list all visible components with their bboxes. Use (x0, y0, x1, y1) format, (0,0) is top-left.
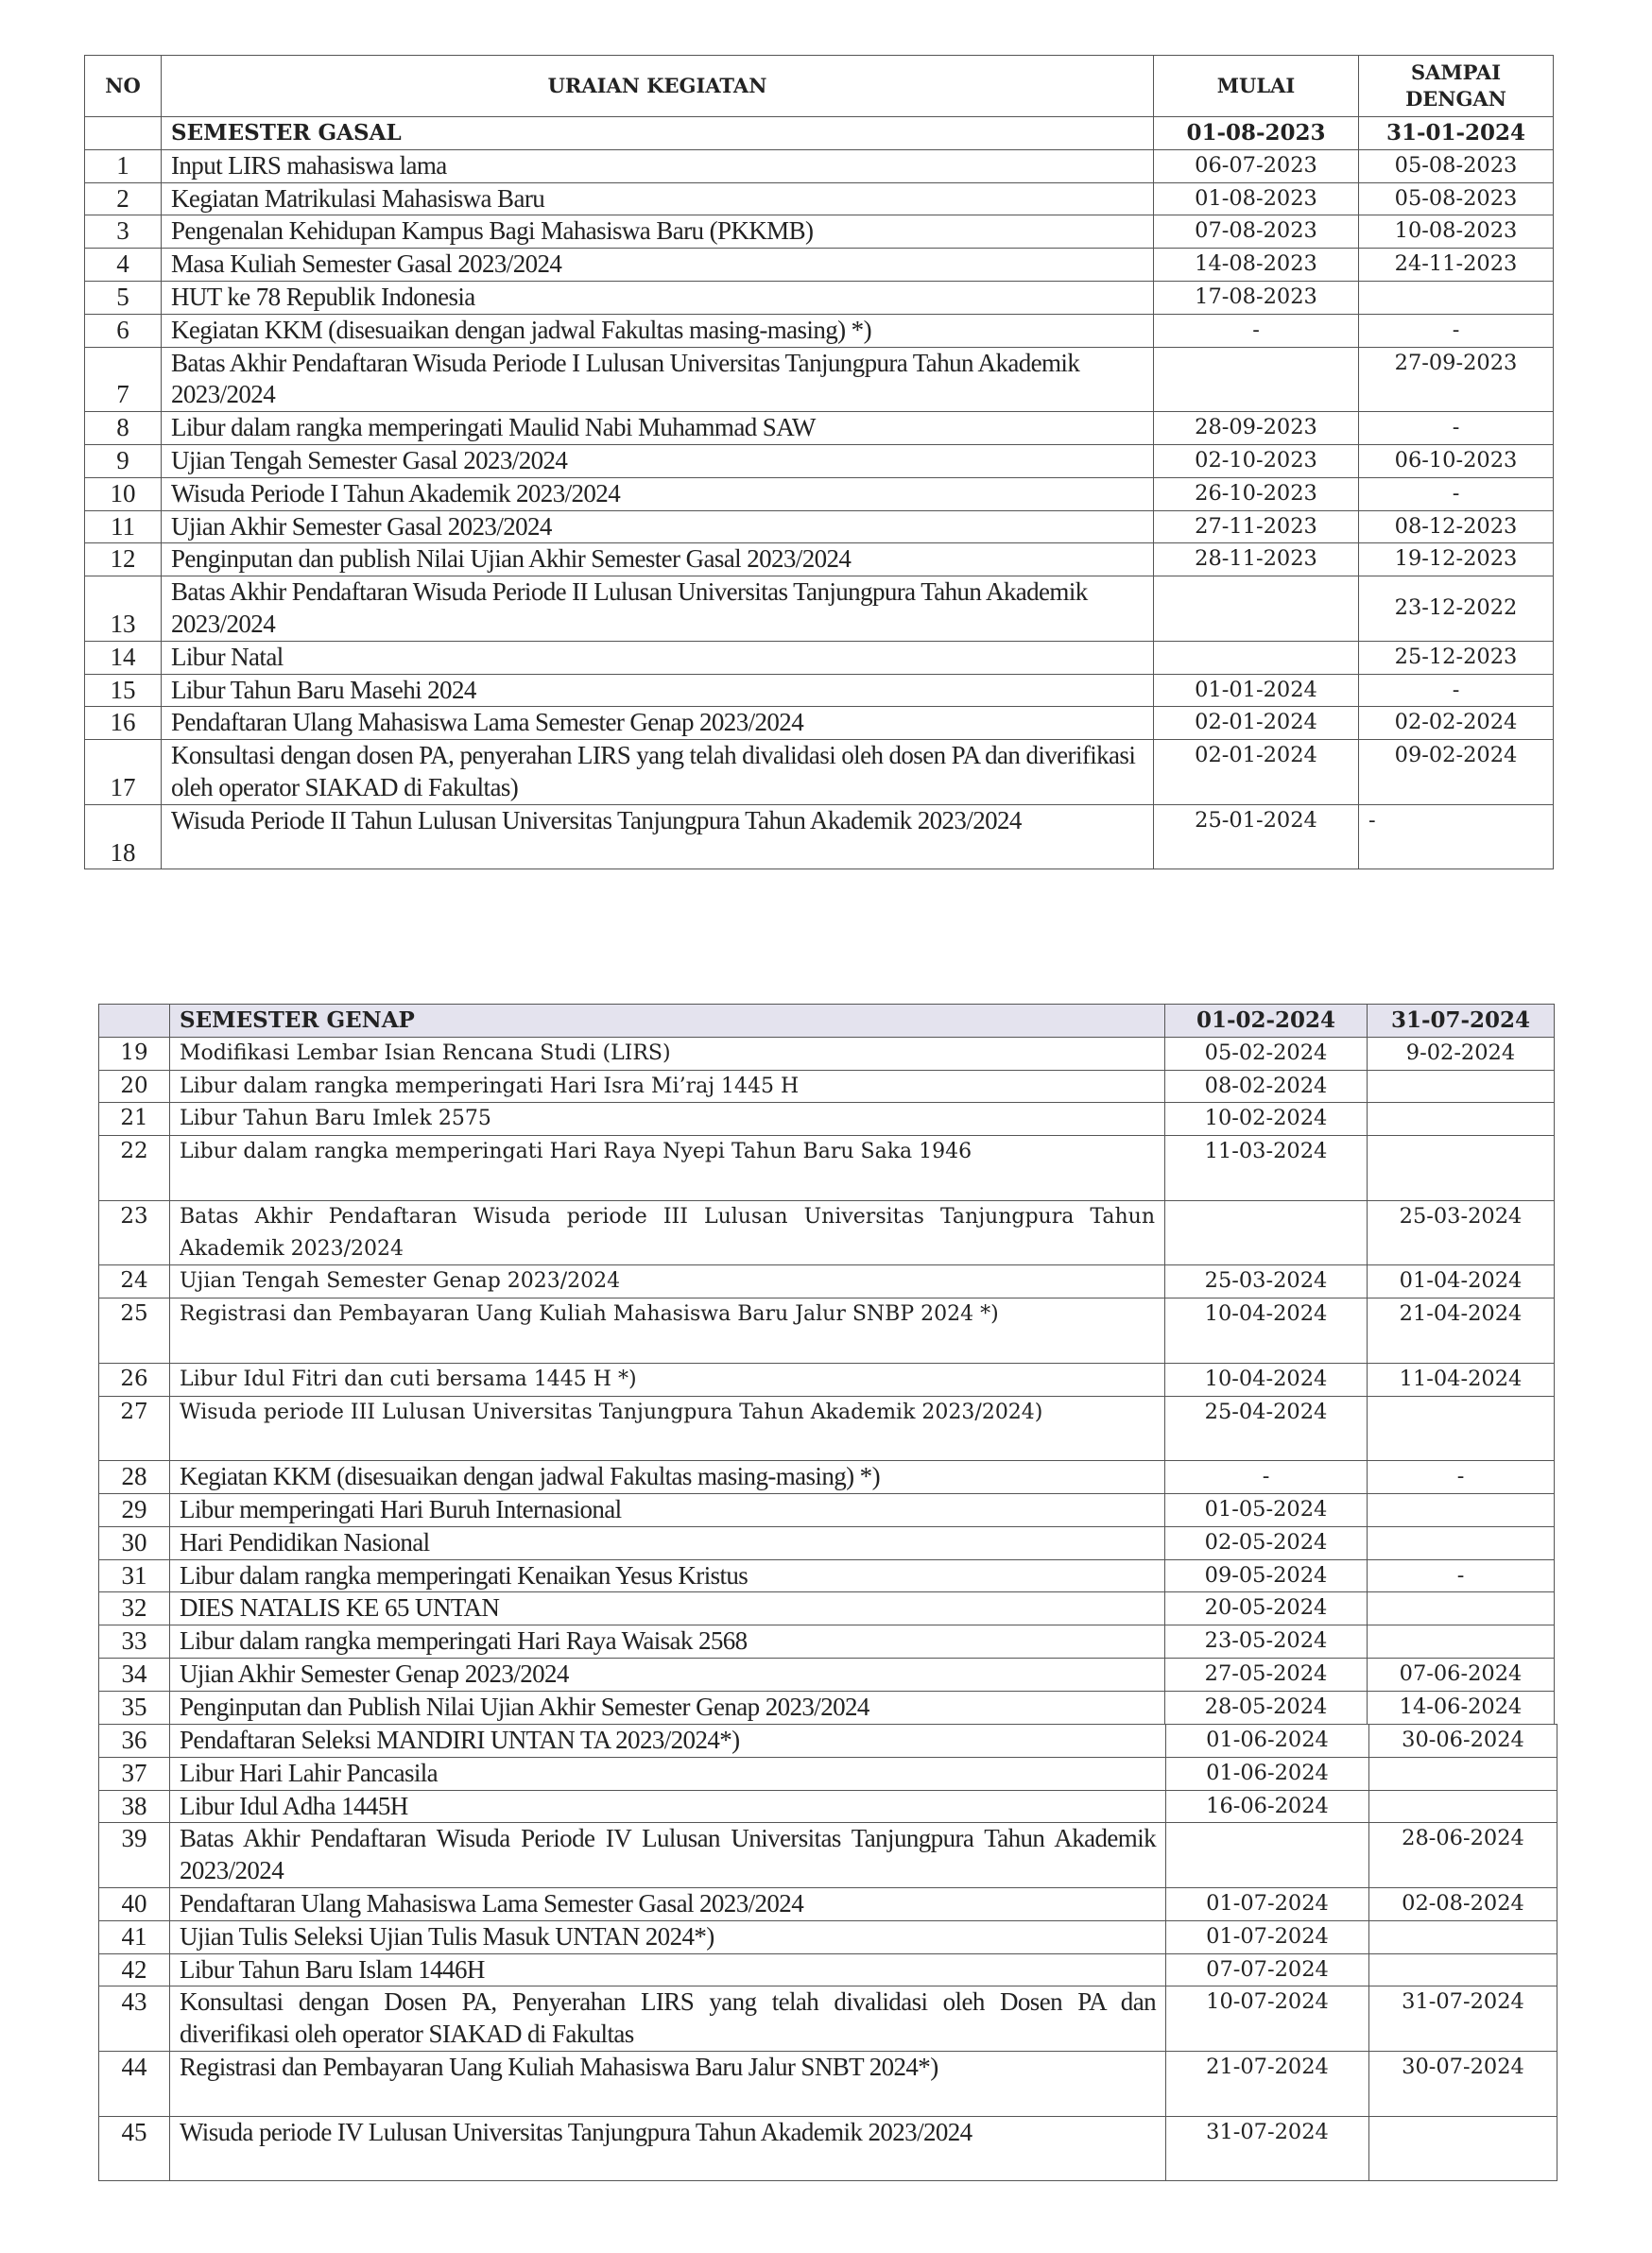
start-date: 17-08-2023 (1154, 281, 1359, 314)
table-row (99, 1493, 1555, 1526)
table-row (85, 149, 1554, 182)
table-row (85, 249, 1554, 282)
semester-gasal-row (85, 117, 1554, 150)
activity-description: Libur Idul Adha 1445H (170, 1790, 1166, 1823)
end-date: 19-12-2023 (1359, 543, 1554, 576)
table-row (99, 1887, 1557, 1920)
activity-description: Modifikasi Lembar Isian Rencana Studi (LIRS) (170, 1037, 1165, 1070)
end-date: 05-08-2023 (1359, 182, 1554, 215)
activity-description: Ujian Akhir Semester Gasal 2023/2024 (162, 510, 1154, 543)
end-date: - (1359, 477, 1554, 510)
start-date: 01-05-2024 (1165, 1493, 1368, 1526)
row-number: 22 (99, 1136, 170, 1201)
end-date: 02-08-2024 (1369, 1887, 1557, 1920)
end-date: 30-07-2024 (1369, 2051, 1557, 2116)
activity-description: Wisuda Periode II Tahun Lulusan Universitas Tanjungpura Tahun Akademik 2023/2024 (162, 804, 1154, 869)
end-date: 31-07-2024 (1369, 1986, 1557, 2052)
start-date: 28-11-2023 (1154, 543, 1359, 576)
activity-description: DIES NATALIS KE 65 UNTAN (170, 1592, 1165, 1625)
table-row (99, 1691, 1555, 1724)
activity-description: Wisuda periode III Lulusan Universitas Tanjungpura Tahun Akademik 2023/2024) (170, 1396, 1165, 1461)
row-number: 26 (99, 1363, 170, 1396)
row-number: 5 (85, 281, 162, 314)
table-row (85, 444, 1554, 477)
row-number: 20 (99, 1070, 170, 1103)
row-number: 21 (99, 1103, 170, 1136)
activity-description: Libur Idul Fitri dan cuti bersama 1445 H *) (170, 1363, 1165, 1396)
activity-description: Libur Natal (162, 641, 1154, 674)
table-row (85, 543, 1554, 576)
table-row (99, 1625, 1555, 1659)
table-row (99, 2051, 1557, 2116)
start-date (1166, 1823, 1369, 1888)
semester-genap-table (98, 1004, 1555, 1725)
table-row (85, 215, 1554, 249)
row-number: 8 (85, 412, 162, 445)
table-row (99, 1070, 1555, 1103)
start-date (1154, 576, 1359, 642)
end-date: 02-02-2024 (1359, 707, 1554, 740)
header-mulai: MULAI (1154, 56, 1359, 117)
table-row (99, 1396, 1555, 1461)
table-row (99, 1363, 1555, 1396)
end-date: 30-06-2024 (1369, 1725, 1557, 1758)
activity-description: Libur Hari Lahir Pancasila (170, 1757, 1166, 1790)
row-number: 1 (85, 149, 162, 182)
activity-description: Batas Akhir Pendaftaran Wisuda periode III Lulusan Universitas Tanjungpura Tahun Akademik 2023/2024 (170, 1200, 1165, 1265)
header-uraian: URAIAN KEGIATAN (162, 56, 1154, 117)
end-date: 01-04-2024 (1368, 1265, 1555, 1298)
activity-description: Pendaftaran Ulang Mahasiswa Lama Semester Gasal 2023/2024 (170, 1887, 1166, 1920)
start-date: 27-11-2023 (1154, 510, 1359, 543)
start-date: 23-05-2024 (1165, 1625, 1368, 1659)
semester-genap-continued-rows (99, 1725, 1557, 2181)
table-row (99, 1790, 1557, 1823)
table-row (99, 1265, 1555, 1298)
start-date: 09-05-2024 (1165, 1559, 1368, 1592)
activity-description: Pendaftaran Ulang Mahasiswa Lama Semester Genap 2023/2024 (162, 707, 1154, 740)
start-date (1154, 347, 1359, 412)
semester-no-cell (85, 117, 162, 150)
activity-description: Kegiatan Matrikulasi Mahasiswa Baru (162, 182, 1154, 215)
semester-genap-continued-table (98, 1724, 1557, 2181)
semester-no-cell (99, 1005, 170, 1038)
header-sampai (1359, 56, 1554, 117)
start-date: 01-07-2024 (1166, 1887, 1369, 1920)
start-date: 01-07-2024 (1166, 1920, 1369, 1953)
end-date (1368, 1493, 1555, 1526)
activity-description: Libur dalam rangka memperingati Hari Raya Waisak 2568 (170, 1625, 1165, 1659)
activity-description: Libur dalam rangka memperingati Kenaikan Yesus Kristus (170, 1559, 1165, 1592)
activity-description: Ujian Tengah Semester Genap 2023/2024 (170, 1265, 1165, 1298)
start-date: 25-03-2024 (1165, 1265, 1368, 1298)
row-number: 7 (85, 347, 162, 412)
end-date: - (1359, 412, 1554, 445)
start-date: 10-02-2024 (1165, 1103, 1368, 1136)
end-date: 06-10-2023 (1359, 444, 1554, 477)
table-row (85, 674, 1554, 707)
end-date: - (1368, 1559, 1555, 1592)
activity-description: Batas Akhir Pendaftaran Wisuda Periode IV Lulusan Universitas Tanjungpura Tahun Akademik 2023/2024 (170, 1823, 1166, 1888)
table-row (85, 314, 1554, 347)
row-number: 3 (85, 215, 162, 249)
start-date: 11-03-2024 (1165, 1136, 1368, 1201)
end-date: 14-06-2024 (1368, 1691, 1555, 1724)
activity-description: Pengenalan Kehidupan Kampus Bagi Mahasiswa Baru (PKKMB) (162, 215, 1154, 249)
row-number: 34 (99, 1658, 170, 1691)
row-number: 37 (99, 1757, 170, 1790)
end-date (1369, 2116, 1557, 2181)
start-date: 02-01-2024 (1154, 707, 1359, 740)
semester-genap-row (99, 1005, 1555, 1038)
end-date (1368, 1625, 1555, 1659)
start-date: 31-07-2024 (1166, 2116, 1369, 2181)
header-no: NO (85, 56, 162, 117)
activity-description: Ujian Tengah Semester Gasal 2023/2024 (162, 444, 1154, 477)
activity-description: Libur dalam rangka memperingati Hari Isra Mi’raj 1445 H (170, 1070, 1165, 1103)
activity-description: Libur Tahun Baru Imlek 2575 (170, 1103, 1165, 1136)
start-date: 01-06-2024 (1166, 1725, 1369, 1758)
table-header-row (85, 56, 1554, 117)
end-date: 10-08-2023 (1359, 215, 1554, 249)
semester-gasal-rows (85, 149, 1554, 869)
end-date (1369, 1790, 1557, 1823)
start-date: 28-05-2024 (1165, 1691, 1368, 1724)
activity-description: Batas Akhir Pendaftaran Wisuda Periode I Lulusan Universitas Tanjungpura Tahun Akademik 2023/2024 (162, 347, 1154, 412)
row-number: 27 (99, 1396, 170, 1461)
table-row (99, 1559, 1555, 1592)
table-row (85, 281, 1554, 314)
end-date: 25-12-2023 (1359, 641, 1554, 674)
start-date: 21-07-2024 (1166, 2051, 1369, 2116)
start-date: 10-04-2024 (1165, 1363, 1368, 1396)
start-date: - (1165, 1461, 1368, 1494)
header-sampai-line2: DENGAN (1405, 87, 1506, 111)
table-row (99, 1103, 1555, 1136)
row-number: 12 (85, 543, 162, 576)
end-date: 11-04-2024 (1368, 1363, 1555, 1396)
semester-genap-rows (99, 1037, 1555, 1724)
row-number: 39 (99, 1823, 170, 1888)
start-date: 07-08-2023 (1154, 215, 1359, 249)
start-date: 07-07-2024 (1166, 1953, 1369, 1986)
row-number: 6 (85, 314, 162, 347)
start-date: 01-08-2023 (1154, 182, 1359, 215)
start-date: 14-08-2023 (1154, 249, 1359, 282)
table-row (99, 2116, 1557, 2181)
start-date: 25-01-2024 (1154, 804, 1359, 869)
table-row (99, 1136, 1555, 1201)
table-row (99, 1461, 1555, 1494)
start-date: 10-07-2024 (1166, 1986, 1369, 2052)
activity-description: Wisuda Periode I Tahun Akademik 2023/2024 (162, 477, 1154, 510)
row-number: 16 (85, 707, 162, 740)
activity-description: Batas Akhir Pendaftaran Wisuda Periode II Lulusan Universitas Tanjungpura Tahun Akademik 2023/2024 (162, 576, 1154, 642)
end-date: 9-02-2024 (1368, 1037, 1555, 1070)
start-date: 01-06-2024 (1166, 1757, 1369, 1790)
start-date: 08-02-2024 (1165, 1070, 1368, 1103)
table-row (99, 1298, 1555, 1364)
activity-description: Wisuda periode IV Lulusan Universitas Tanjungpura Tahun Akademik 2023/2024 (170, 2116, 1166, 2181)
table-row (99, 1986, 1557, 2052)
row-number: 18 (85, 804, 162, 869)
table-row (99, 1592, 1555, 1625)
activity-description: Kegiatan KKM (disesuaikan dengan jadwal Fakultas masing-masing) *) (162, 314, 1154, 347)
activity-description: Libur dalam rangka memperingati Hari Raya Nyepi Tahun Baru Saka 1946 (170, 1136, 1165, 1201)
end-date (1368, 1396, 1555, 1461)
table-row (85, 707, 1554, 740)
row-number: 38 (99, 1790, 170, 1823)
row-number: 31 (99, 1559, 170, 1592)
start-date: 20-05-2024 (1165, 1592, 1368, 1625)
row-number: 45 (99, 2116, 170, 2181)
table-row (99, 1920, 1557, 1953)
start-date: 01-01-2024 (1154, 674, 1359, 707)
table-row (99, 1823, 1557, 1888)
row-number: 32 (99, 1592, 170, 1625)
table-row (85, 510, 1554, 543)
table-row (99, 1658, 1555, 1691)
row-number: 9 (85, 444, 162, 477)
activity-description: Libur Tahun Baru Islam 1446H (170, 1953, 1166, 1986)
end-date (1368, 1526, 1555, 1559)
row-number: 33 (99, 1625, 170, 1659)
activity-description: Pendaftaran Seleksi MANDIRI UNTAN TA 2023/2024*) (170, 1725, 1166, 1758)
table-row (99, 1526, 1555, 1559)
end-date (1369, 1757, 1557, 1790)
row-number: 28 (99, 1461, 170, 1494)
end-date: 27-09-2023 (1359, 347, 1554, 412)
activity-description: Libur memperingati Hari Buruh Internasional (170, 1493, 1165, 1526)
row-number: 2 (85, 182, 162, 215)
end-date: - (1359, 804, 1554, 869)
table-row (85, 347, 1554, 412)
start-date: 06-07-2023 (1154, 149, 1359, 182)
row-number: 15 (85, 674, 162, 707)
table-row (99, 1725, 1557, 1758)
table-row (85, 804, 1554, 869)
end-date: 21-04-2024 (1368, 1298, 1555, 1364)
semester-genap-end: 31-07-2024 (1368, 1005, 1555, 1038)
semester-gasal-start: 01-08-2023 (1154, 117, 1359, 150)
header-sampai-line1: SAMPAI (1410, 60, 1502, 84)
activity-description: Hari Pendidikan Nasional (170, 1526, 1165, 1559)
row-number: 11 (85, 510, 162, 543)
activity-description: Input LIRS mahasiswa lama (162, 149, 1154, 182)
activity-description: Konsultasi dengan Dosen PA, Penyerahan LIRS yang telah divalidasi oleh Dosen PA dan diverifikasi oleh operator SIAKAD di Fakultas (170, 1986, 1166, 2052)
row-number: 35 (99, 1691, 170, 1724)
end-date: - (1368, 1461, 1555, 1494)
activity-description: Konsultasi dengan dosen PA, penyerahan LIRS yang telah divalidasi oleh dosen PA dan diverifikasi oleh operator SIAKAD di Fakultas) (162, 740, 1154, 805)
end-date (1368, 1070, 1555, 1103)
end-date (1368, 1592, 1555, 1625)
end-date: - (1359, 314, 1554, 347)
row-number: 19 (99, 1037, 170, 1070)
semester-genap-label: SEMESTER GENAP (170, 1005, 1165, 1038)
row-number: 29 (99, 1493, 170, 1526)
start-date: 05-02-2024 (1165, 1037, 1368, 1070)
table-row (85, 182, 1554, 215)
start-date: 16-06-2024 (1166, 1790, 1369, 1823)
activity-description: Registrasi dan Pembayaran Uang Kuliah Mahasiswa Baru Jalur SNBP 2024 *) (170, 1298, 1165, 1364)
end-date (1368, 1103, 1555, 1136)
table-row (99, 1757, 1557, 1790)
semester-gasal-table (84, 55, 1554, 869)
row-number: 25 (99, 1298, 170, 1364)
row-number: 42 (99, 1953, 170, 1986)
row-number: 43 (99, 1986, 170, 2052)
activity-description: Masa Kuliah Semester Gasal 2023/2024 (162, 249, 1154, 282)
end-date: 23-12-2022 (1359, 576, 1554, 642)
start-date: 27-05-2024 (1165, 1658, 1368, 1691)
start-date: 26-10-2023 (1154, 477, 1359, 510)
row-number: 14 (85, 641, 162, 674)
row-number: 10 (85, 477, 162, 510)
activity-description: Registrasi dan Pembayaran Uang Kuliah Mahasiswa Baru Jalur SNBT 2024*) (170, 2051, 1166, 2116)
start-date: 25-04-2024 (1165, 1396, 1368, 1461)
table-row (85, 477, 1554, 510)
end-date (1369, 1953, 1557, 1986)
activity-description: Libur Tahun Baru Masehi 2024 (162, 674, 1154, 707)
end-date: 09-02-2024 (1359, 740, 1554, 805)
table-row (85, 740, 1554, 805)
start-date: 28-09-2023 (1154, 412, 1359, 445)
end-date: 25-03-2024 (1368, 1200, 1555, 1265)
start-date (1165, 1200, 1368, 1265)
start-date (1154, 641, 1359, 674)
start-date: 02-05-2024 (1165, 1526, 1368, 1559)
end-date (1359, 281, 1554, 314)
start-date: 02-10-2023 (1154, 444, 1359, 477)
row-number: 41 (99, 1920, 170, 1953)
table-row (99, 1953, 1557, 1986)
table-row (85, 576, 1554, 642)
row-number: 36 (99, 1725, 170, 1758)
row-number: 4 (85, 249, 162, 282)
end-date: 28-06-2024 (1369, 1823, 1557, 1888)
start-date: 10-04-2024 (1165, 1298, 1368, 1364)
table-row (85, 412, 1554, 445)
row-number: 24 (99, 1265, 170, 1298)
start-date: - (1154, 314, 1359, 347)
semester-genap-start: 01-02-2024 (1165, 1005, 1368, 1038)
activity-description: Ujian Tulis Seleksi Ujian Tulis Masuk UNTAN 2024*) (170, 1920, 1166, 1953)
activity-description: Ujian Akhir Semester Genap 2023/2024 (170, 1658, 1165, 1691)
table-row (99, 1037, 1555, 1070)
row-number: 13 (85, 576, 162, 642)
semester-gasal-label: SEMESTER GASAL (162, 117, 1154, 150)
activity-description: Libur dalam rangka memperingati Maulid Nabi Muhammad SAW (162, 412, 1154, 445)
start-date: 02-01-2024 (1154, 740, 1359, 805)
activity-description: Kegiatan KKM (disesuaikan dengan jadwal Fakultas masing-masing) *) (170, 1461, 1165, 1494)
end-date: 08-12-2023 (1359, 510, 1554, 543)
end-date (1368, 1136, 1555, 1201)
end-date: 07-06-2024 (1368, 1658, 1555, 1691)
row-number: 23 (99, 1200, 170, 1265)
table-row (99, 1200, 1555, 1265)
row-number: 30 (99, 1526, 170, 1559)
end-date (1369, 1920, 1557, 1953)
activity-description: Penginputan dan publish Nilai Ujian Akhir Semester Gasal 2023/2024 (162, 543, 1154, 576)
end-date: 05-08-2023 (1359, 149, 1554, 182)
row-number: 40 (99, 1887, 170, 1920)
row-number: 17 (85, 740, 162, 805)
end-date: - (1359, 674, 1554, 707)
end-date: 24-11-2023 (1359, 249, 1554, 282)
activity-description: HUT ke 78 Republik Indonesia (162, 281, 1154, 314)
activity-description: Penginputan dan Publish Nilai Ujian Akhir Semester Genap 2023/2024 (170, 1691, 1165, 1724)
row-number: 44 (99, 2051, 170, 2116)
table-row (85, 641, 1554, 674)
semester-gasal-end: 31-01-2024 (1359, 117, 1554, 150)
